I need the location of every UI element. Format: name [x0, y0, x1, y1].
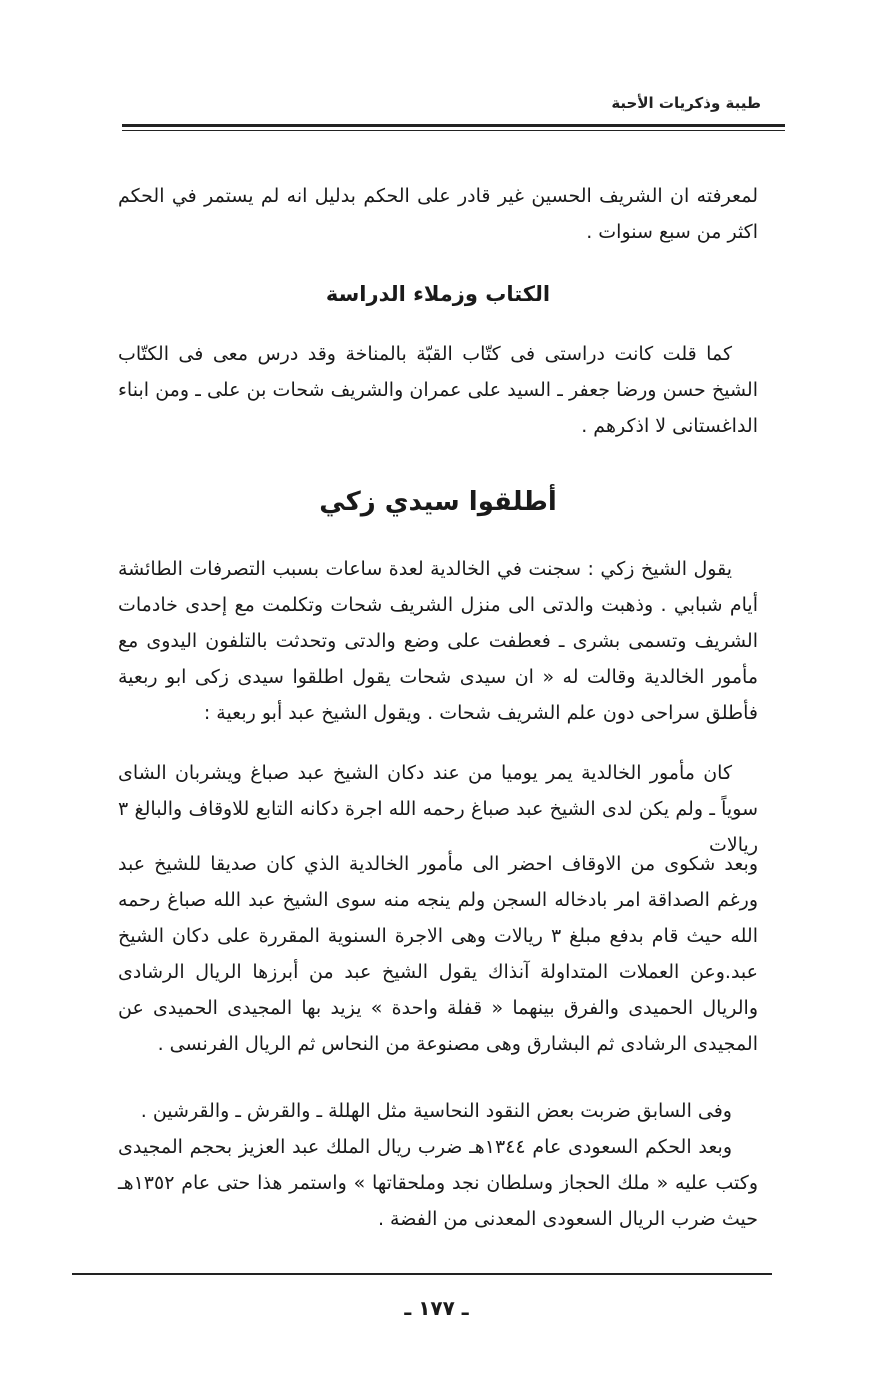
- paragraph-continuation: لمعرفته ان الشريف الحسين غير قادر على الحكم بدليل انه لم يستمر في الحكم اكثر من سبع سنوات .: [118, 185, 758, 243]
- footer-rule: [72, 1273, 772, 1275]
- header-rule-thick: [122, 124, 785, 127]
- section-heading-release-zaki: أطلقوا سيدي زكي: [319, 487, 557, 517]
- paragraph-kuttab: كما قلت كانت دراستى فى كتّاب القبّة بالمناخة وقد درس معى فى الكتّاب الشيخ حسن ورضا جعفر ـ السيد على عمران والشريف شحات بن على ـ ومن ابناء الداغستانى لا اذكرهم .: [118, 343, 758, 437]
- paragraph-mamour: كان مأمور الخالدية يمر يوميا من عند دكان الشيخ عبد صباغ ويشربان الشاى سوياً ـ ولم يكن لدى الشيخ عبد صباغ رحمه الله اجرة دكانه التابع للاوقاف والبالغ ٣ ريالات: [118, 762, 758, 856]
- paragraph-saudi-riyal: وبعد الحكم السعودى عام ١٣٤٤هـ ضرب ريال الملك عبد العزيز بحجم المجيدى وكتب عليه « ملك الحجاز وسلطان نجد وملحقاتها » واستمر هذا حتى عام ١٣٥٢هـ حيث ضرب الريال السعودى المعدنى من الفضة .: [118, 1136, 758, 1230]
- running-head: طيبة وذكريات الأحبة: [611, 94, 761, 112]
- paragraph-sheikh-zaki: يقول الشيخ زكي : سجنت في الخالدية لعدة ساعات بسبب التصرفات الطائشة أيام شبابي . وذهبت والدتى الى منزل الشريف شحات وتكلمت مع إحدى خادمات الشريف وتسمى بشرى ـ فعطفت على وضع والدتى وتحدثت بالتلفون اليدوى مع مأمور الخالدية وقالت له « ان سيدى شحات يقول اطلقوا سيدى زكى ابو ربعية فأطلق سراحى دون علم الشريف شحات . ويقول الشيخ عبد أبو ربعية :: [118, 558, 758, 724]
- header-rule-thin: [122, 130, 785, 131]
- section-heading-kuttab: الكتاب وزملاء الدراسة: [325, 282, 551, 306]
- paragraph-currencies: وبعد شكوى من الاوقاف احضر الى مأمور الخالدية الذي كان صديقا للشيخ عبد ورغم الصداقة امر بادخاله السجن ولم ينجه منه سوى الشيخ عبد الله صباغ رحمه الله حيث قام بدفع مبلغ ٣ ريالات وهى الاجرة السنوية المقررة على دكان الشيخ عبد.وعن العملات المتداولة آنذاك يقول الشيخ عبد من أبرزها الريال الرشادى والريال الحميدى والفرق بينهما « قفلة واحدة » يزيد بها المجيدى الحميدى عن المجيدى الرشادى ثم البشارق وهى مصنوعة من النحاس ثم الريال الفرنسى .: [118, 853, 758, 1055]
- page-number: ـ ١٧٧ ـ: [404, 1296, 469, 1320]
- paragraph-copper-coins: وفى السابق ضربت بعض النقود النحاسية مثل الهللة ـ والقرش ـ والقرشين .: [140, 1100, 732, 1122]
